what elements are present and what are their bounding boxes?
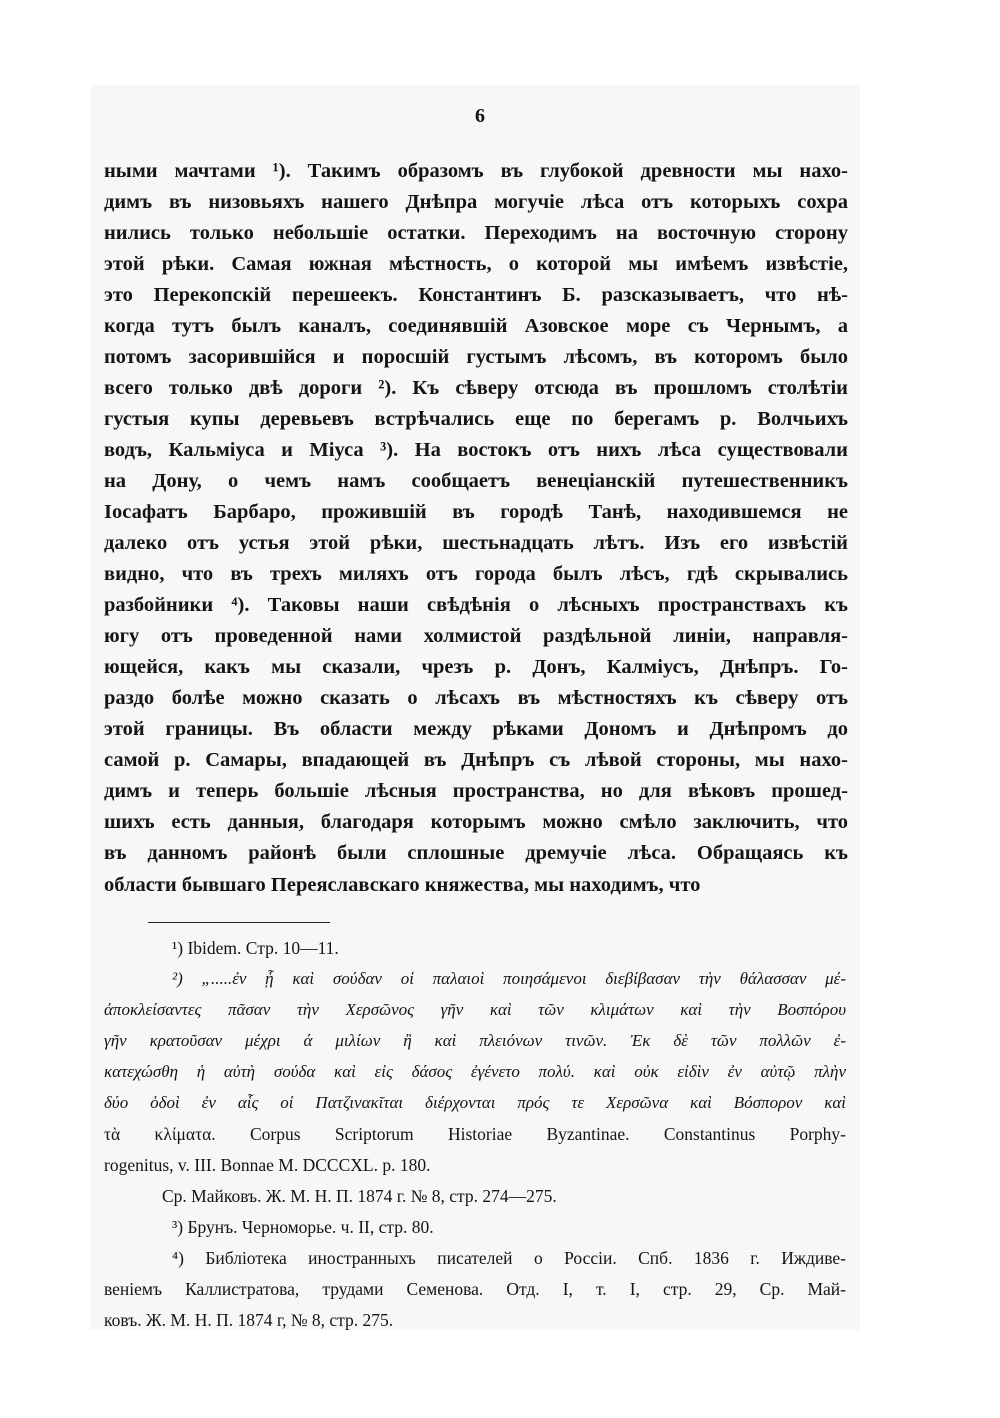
body-line: водъ, Кальміуса и Міуса ³). На востокъ отъ нихъ лѣса существовали bbox=[104, 439, 848, 461]
footnote-line: κατεχώσθη ἡ αὐτὴ σούδα καὶ εἰς δάσος ἐγένετο πολύ. καὶ οὐκ εἰδὶν ἐν αὐτῷ πλὴν bbox=[104, 1062, 846, 1081]
body-line: этой рѣки. Самая южная мѣстность, о которой мы имѣемъ извѣстіе, bbox=[104, 253, 848, 275]
footnote-separator bbox=[148, 922, 330, 923]
body-line: этой границы. Въ области между рѣками Дономъ и Днѣпромъ до bbox=[104, 718, 848, 740]
page-number: 6 bbox=[475, 105, 485, 127]
body-line: видно, что въ трехъ миляхъ отъ города былъ лѣсъ, гдѣ скрывались bbox=[104, 563, 848, 585]
body-line: потомъ засорившійся и поросшій густымъ лѣсомъ, въ которомъ было bbox=[104, 346, 848, 368]
body-line: ными мачтами ¹). Такимъ образомъ въ глубокой древности мы нахо- bbox=[104, 160, 848, 182]
footnote-line: ²) „.....ἐν ᾗ καὶ σούδαν οἱ παλαιοὶ ποιησάμενοι διεβίβασαν τὴν θάλασσαν μέ- bbox=[172, 969, 846, 988]
body-line: разбойники ⁴). Таковы наши свѣдѣнія о лѣсныхъ пространствахъ къ bbox=[104, 594, 848, 616]
body-line: димъ и теперь большіе лѣсныя пространства, но для вѣковъ прошед- bbox=[104, 780, 848, 802]
footnote-line: веніемъ Каллистратова, трудами Семенова. Отд. I, т. I, стр. 29, Ср. Май- bbox=[104, 1279, 846, 1299]
footnote-line: ⁴) Библіотека иностранныхъ писателей о Россіи. Спб. 1836 г. Иждиве- bbox=[172, 1248, 846, 1268]
body-line: самой р. Самары, впадающей въ Днѣпръ съ лѣвой стороны, мы нахо- bbox=[104, 749, 848, 771]
body-line: ющейся, какъ мы сказали, чрезъ р. Донъ, Калміусъ, Днѣпръ. Го- bbox=[104, 656, 848, 678]
footnote-line: δύο ὁδοὶ ἐν αἷς οἱ Πατζινακῖται διέρχονται πρός τε Χερσῶνα καὶ Βόσπορον καὶ bbox=[104, 1093, 846, 1112]
footnote-line: ἀποκλείσαντες πᾶσαν τὴν Χερσῶνος γῆν καὶ τῶν κλιμάτων καὶ τὴν Βοσπόρου bbox=[104, 1000, 846, 1019]
footnote-line: τὰ κλίματα. Corpus Scriptorum Historiae Byzantinae. Constantinus Porphy- bbox=[104, 1124, 846, 1144]
footnote-line: ³) Брунъ. Черноморье. ч. II, стр. 80. bbox=[172, 1217, 434, 1237]
body-line: далеко отъ устья этой рѣки, шестьнадцать лѣтъ. Изъ его извѣстій bbox=[104, 532, 848, 554]
body-line: всего только двѣ дороги ²). Къ сѣверу отсюда въ прошломъ столѣтіи bbox=[104, 377, 848, 399]
body-line: это Перекопскій перешеекъ. Константинъ Б. разсказываетъ, что нѣ- bbox=[104, 284, 848, 306]
footnote-line: ¹) Ibidem. Стр. 10—11. bbox=[172, 938, 339, 958]
body-line: димъ въ низовьяхъ нашего Днѣпра могучіе лѣса отъ которыхъ сохра bbox=[104, 191, 848, 213]
body-line: Іосафатъ Барбаро, прожившій въ городѣ Танѣ, находившемся не bbox=[104, 501, 848, 523]
footnote-line: ковъ. Ж. М. Н. П. 1874 г, № 8, стр. 275. bbox=[104, 1310, 394, 1330]
footnote-line: rogenitus, v. III. Bonnae M. DCCCXL. p. 180. bbox=[104, 1155, 431, 1175]
footnote-line: γῆν κρατοῦσαν μέχρι ά μιλίων ἢ καὶ πλειόνων τινῶν. Ἐκ δὲ τῶν πολλῶν ἐ- bbox=[104, 1031, 846, 1050]
body-line: нились только небольшіе остатки. Переходимъ на восточную сторону bbox=[104, 222, 848, 244]
body-line: раздо болѣе можно сказать о лѣсахъ въ мѣстностяхъ къ сѣверу отъ bbox=[104, 687, 848, 709]
body-line: въ данномъ районѣ были сплошные дремучіе лѣса. Обращаясь къ bbox=[104, 842, 848, 864]
footnote-line: Ср. Майковъ. Ж. М. Н. П. 1874 г. № 8, стр. 274—275. bbox=[162, 1186, 557, 1206]
body-line: на Дону, о чемъ намъ сообщаетъ венеціанскій путешественникъ bbox=[104, 470, 848, 492]
body-line: югу отъ проведенной нами холмистой раздѣльной линіи, направля- bbox=[104, 625, 848, 647]
body-line: когда тутъ былъ каналъ, соединявшій Азовское море съ Чернымъ, а bbox=[104, 315, 848, 337]
body-line: области бывшаго Переяславскаго княжества, мы находимъ, что bbox=[104, 874, 701, 896]
body-line: шихъ есть данныя, благодаря которымъ можно смѣло заключить, что bbox=[104, 811, 848, 833]
body-line: густыя купы деревьевъ встрѣчались еще по берегамъ р. Волчьихъ bbox=[104, 408, 848, 430]
